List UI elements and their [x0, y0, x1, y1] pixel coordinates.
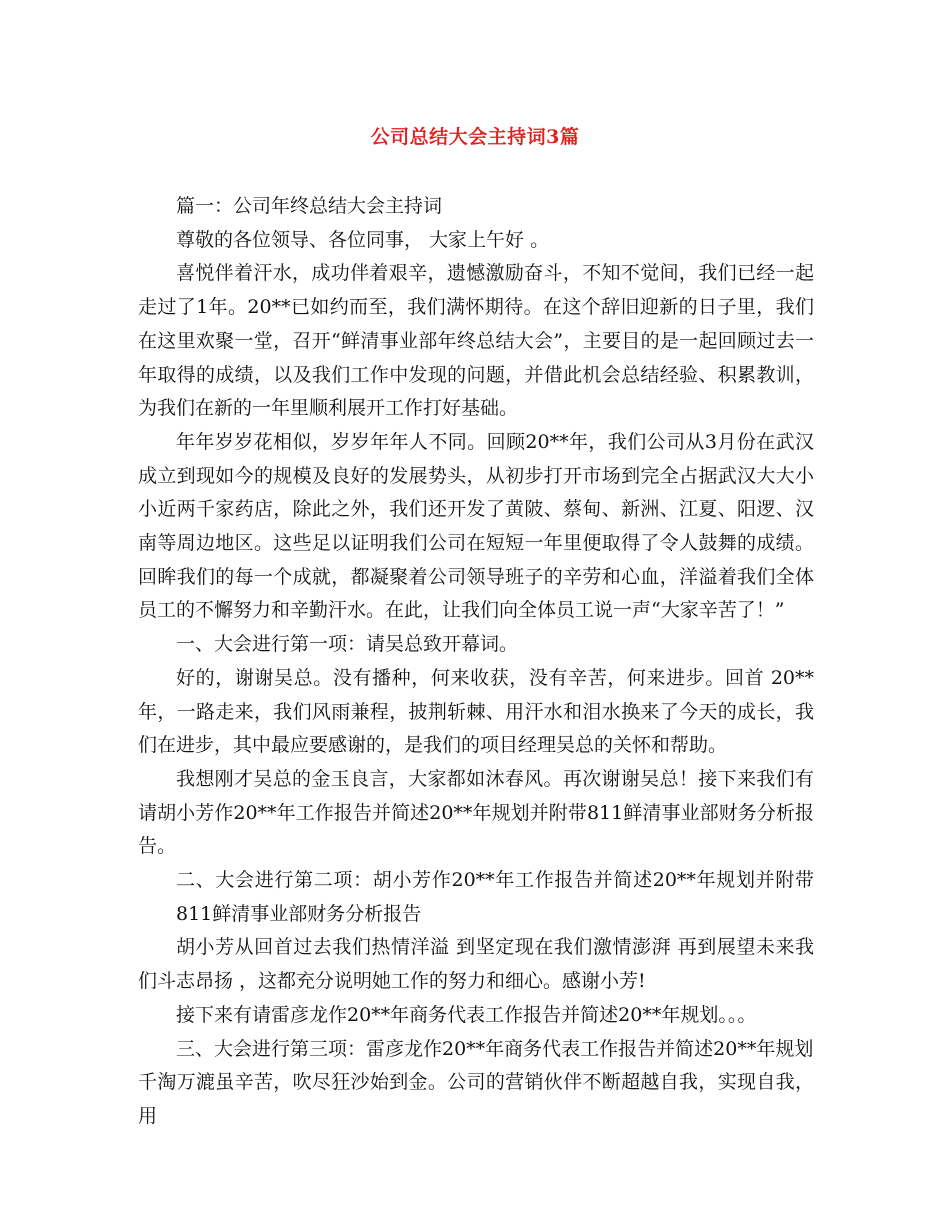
agenda-item: 三、大会进行第三项：雷彦龙作20**年商务代表工作报告并简述20**年规划 — [176, 1037, 814, 1060]
document-title: 公司总结大会主持词3篇 — [370, 126, 580, 148]
paragraph: 喜悦伴着汗水，成功伴着艰辛，遗憾激励奋斗，不知不觉间，我们已经一起走过了1年。20**已如约而至，我们满怀期待。在这个辞旧迎新的日子里，我们在这里欢聚一堂，召开“鲜清事业部年终总结大会”，主要目的是一起回顾过去一年取得的成绩，以及我们工作中发现的问题，并借此机会总结经验、积累教训，为我们在新的一年里顺利展开工作打好基础。 — [138, 262, 814, 420]
paragraph: 年年岁岁花相似，岁岁年年人不同。回顾20**年，我们公司从3月份在武汉成立到现如今的规模及良好的发展势头，从初步打开市场到完全占据武汉大大小小近两千家药店，除此之外，我们还开发了黄陂、蔡甸、新洲、江夏、阳逻、汉南等周边地区。这些足以证明我们公司在短短一年里便取得了令人鼓舞的成绩。回眸我们的每一个成就，都凝聚着公司领导班子的辛劳和心血，洋溢着我们全体员工的不懈努力和辛勤汗水。在此，让我们向全体员工说一声“大家辛苦了！” — [138, 430, 814, 622]
paragraph: 接下来有请雷彦龙作20**年商务代表工作报告并简述20**年规划。。。 — [176, 1003, 757, 1026]
section-heading: 篇一：公司年终总结大会主持词 — [176, 195, 443, 217]
agenda-item: 二、大会进行第二项：胡小芳作20**年工作报告并简述20**年规划并附带811鲜清事业部财务分析报告 — [176, 869, 814, 925]
document-body — [138, 190, 814, 1134]
paragraph: 我想刚才吴总的金玉良言，大家都如沐春风。再次谢谢吴总！接下来我们有请胡小芳作20**年工作报告并简述20**年规划并附带811鲜清事业部财务分析报告。 — [138, 767, 814, 858]
paragraph: 好的，谢谢吴总。没有播种，何来收获，没有辛苦，何来进步。回首 20**年，一路走来，我们风雨兼程，披荆斩棘、用汗水和泪水换来了今天的成长，我们在进步，其中最应要感谢的，是我们的项目经理吴总的关怀和帮助。 — [138, 666, 814, 757]
agenda-item: 一、大会进行第一项：请吴总致开幕词。 — [176, 633, 519, 656]
paragraph: 胡小芳从回首过去我们热情洋溢 到坚定现在我们激情澎湃 再到展望未来我们斗志昂扬 ，这都充分说明她工作的努力和细心。感谢小芳! — [138, 936, 814, 993]
paragraph: 千淘万漉虽辛苦，吹尽狂沙始到金。公司的营销伙伴不断超越自我，实现自我，用 — [138, 1071, 814, 1127]
salutation: 尊敬的各位领导、各位同事， 大家上午好 。 — [176, 228, 550, 251]
